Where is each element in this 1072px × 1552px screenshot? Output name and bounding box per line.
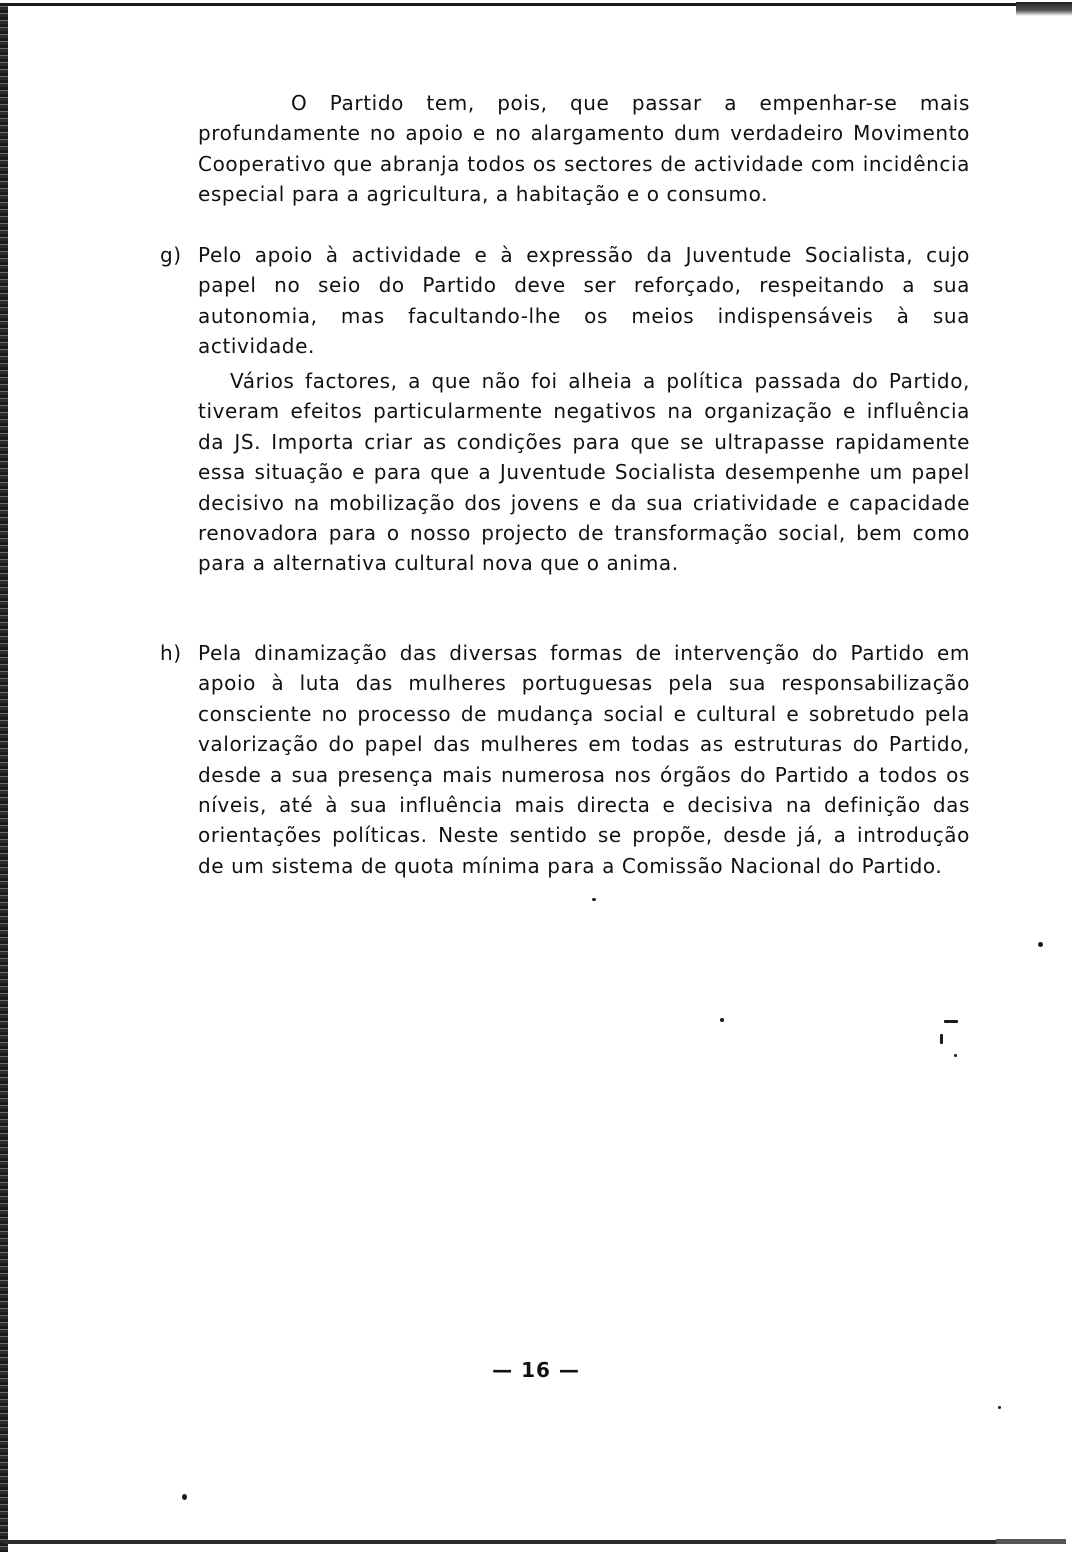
item-h-paragraph	[150, 638, 970, 881]
scan-speck	[592, 898, 596, 901]
list-item-g	[150, 240, 970, 362]
page-number: — 16 —	[492, 1358, 580, 1382]
scan-speck	[182, 1494, 187, 1500]
item-g-text: Pelo apoio à actividade e à expressão da Juventude Socialista, cujo papel no seio do Partido deve ser reforçado, respeitando a sua autonomia, mas facultando-lhe os meios indispensáveis à sua actividade.	[198, 243, 970, 359]
scan-speck	[720, 1018, 724, 1022]
scan-edge-bottom	[4, 1540, 1066, 1544]
scan-edge-top	[4, 3, 1072, 6]
item-g-paragraph	[150, 240, 970, 362]
scan-edge-corner	[1016, 2, 1072, 16]
item-g-letter: g)	[160, 243, 182, 267]
scan-speck	[998, 1406, 1001, 1409]
document-body	[150, 88, 970, 210]
scan-edge-left	[0, 3, 8, 1552]
list-item-h	[150, 638, 970, 881]
item-h-letter: h)	[160, 641, 182, 665]
scan-speck	[940, 1034, 943, 1044]
scan-speck	[944, 1020, 958, 1023]
item-h-text: Pela dinamização das diversas formas de intervenção do Partido em apoio à luta das mulheres portuguesas pela sua responsabilização consciente no processo de mudança social e cultural e sobretudo pela valorização do papel das mulheres em todas as estruturas do Partido, desde a sua presença mais numerosa nos órgãos do Partido a todos os níveis, até à sua influência mais directa e decisiva na definição das orientações políticas. Neste sentido se propõe, desde já, a introdução de um sistema de quota mínima para a Comissão Nacional do Partido.	[198, 641, 970, 878]
item-g-continuation: Vários factores, a que não foi alheia a política passada do Partido, tiveram efeitos particularmente negativos na organização e influência da JS. Importa criar as condições para que se ultrapasse rapidamente essa situação e para que a Juventude Socialista desempenhe um papel decisivo na mobilização dos jovens e da sua criatividade e capacidade renovadora para o nosso projecto de transformação social, bem como para a alternativa cultural nova que o anima.	[198, 369, 970, 576]
scan-speck	[954, 1054, 957, 1057]
scan-edge-bottom-corner	[996, 1539, 1066, 1544]
item-g-continuation-block	[150, 366, 970, 579]
paragraph-cooperative-movement: O Partido tem, pois, que passar a empenhar-se mais profundamente no apoio e no alargamento dum verdadeiro Movimento Cooperativo que abranja todos os sectores de actividade com incidência especial para a agricultura, a habitação e o consumo.	[198, 91, 970, 207]
scan-speck	[1038, 942, 1043, 947]
